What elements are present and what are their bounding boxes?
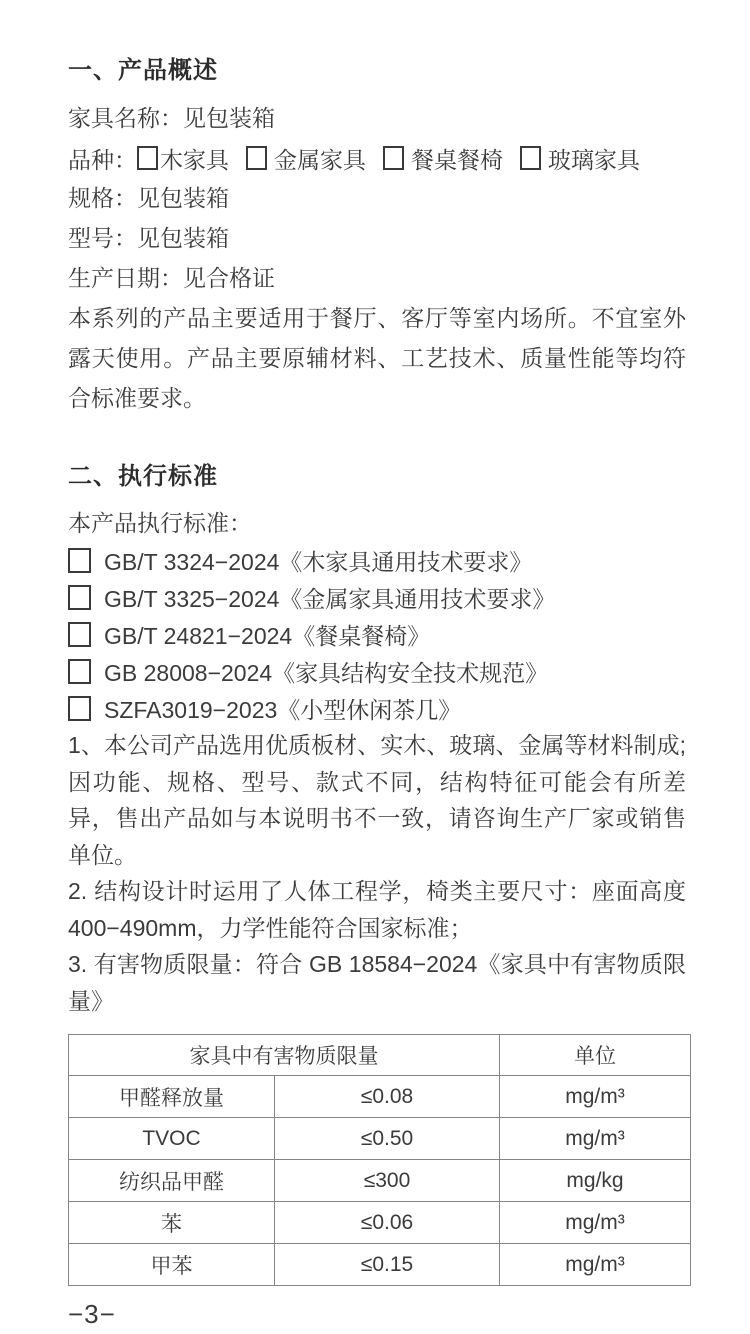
cell-unit: mg/m³ <box>500 1202 691 1244</box>
standard-label: GB/T 24821−2024《餐桌餐椅》 <box>104 623 431 649</box>
table-header-unit: 单位 <box>500 1035 691 1076</box>
section-standards <box>68 462 686 1019</box>
standard-label: SZFA3019−2023《小型休闲茶几》 <box>104 697 462 723</box>
table-row <box>69 1244 691 1286</box>
section-product-overview <box>68 56 686 418</box>
variety-option-label: 餐桌餐椅 <box>411 146 503 173</box>
table-header-row <box>69 1035 691 1076</box>
checkbox-icon <box>68 622 91 647</box>
checkbox-icon <box>68 659 91 684</box>
variety-option-label: 金属家具 <box>274 146 366 173</box>
variety-option-label: 木家具 <box>160 146 229 173</box>
table-row <box>69 1076 691 1118</box>
cell-substance: 甲苯 <box>69 1244 275 1286</box>
checkbox-icon <box>68 696 91 721</box>
standard-label: GB/T 3325−2024《金属家具通用技术要求》 <box>104 586 556 612</box>
checkbox-icon <box>520 146 541 170</box>
standards-intro: 本产品执行标准： <box>68 510 252 536</box>
variety-label: 品种： <box>68 146 137 173</box>
note-hazard-limit: 3. 有害物质限量：符合 GB 18584−2024《家具中有害物质限量》 <box>68 951 686 1014</box>
field-spec: 规格：见包装箱 <box>68 185 229 211</box>
variety-option-dining <box>383 142 503 175</box>
note-materials: 1、本公司产品选用优质板材、实木、玻璃、金属等材料制成;因功能、规格、型号、款式不同，结构特征可能会有所差异，售出产品如与本说明书不一致，请咨询生产厂家或销售单位。 <box>68 732 686 868</box>
standard-item <box>68 616 686 653</box>
standard-label: GB 28008−2024《家具结构安全技术规范》 <box>104 660 549 686</box>
standard-item <box>68 653 686 690</box>
table-row <box>69 1160 691 1202</box>
variety-option-glass <box>520 142 640 175</box>
cell-unit: mg/m³ <box>500 1244 691 1286</box>
variety-row <box>68 138 686 178</box>
cell-substance: 苯 <box>69 1202 275 1244</box>
standard-item <box>68 690 686 727</box>
checkbox-icon <box>68 585 91 610</box>
variety-option-wood <box>137 142 229 175</box>
field-model: 型号：见包装箱 <box>68 225 229 251</box>
checkbox-icon <box>137 146 158 170</box>
overview-paragraph: 本系列的产品主要适用于餐厅、客厅等室内场所。不宜室外露天使用。产品主要原辅材料、工艺技术、质量性能等均符合标准要求。 <box>68 305 686 411</box>
cell-substance: 纺织品甲醛 <box>69 1160 275 1202</box>
standard-item <box>68 542 686 579</box>
cell-substance: TVOC <box>69 1118 275 1160</box>
hazard-limit-table <box>68 1034 691 1286</box>
variety-option-label: 玻璃家具 <box>548 146 640 173</box>
cell-unit: mg/m³ <box>500 1118 691 1160</box>
table-row <box>69 1118 691 1160</box>
checkbox-icon <box>383 146 404 170</box>
section2-title: 二、执行标准 <box>68 463 218 490</box>
section1-title: 一、产品概述 <box>68 57 218 84</box>
cell-limit: ≤300 <box>275 1160 500 1202</box>
table-row <box>69 1202 691 1244</box>
field-furniture-name: 家具名称：见包装箱 <box>68 105 275 131</box>
cell-substance: 甲醛释放量 <box>69 1076 275 1118</box>
cell-limit: ≤0.15 <box>275 1244 500 1286</box>
checkbox-icon <box>68 548 91 573</box>
cell-unit: mg/m³ <box>500 1076 691 1118</box>
table-header-substance: 家具中有害物质限量 <box>69 1035 500 1076</box>
note-ergonomics: 2. 结构设计时运用了人体工程学，椅类主要尺寸：座面高度400−490mm，力学性能符合国家标准； <box>68 878 686 941</box>
variety-option-metal <box>246 142 366 175</box>
cell-unit: mg/kg <box>500 1160 691 1202</box>
standard-label: GB/T 3324−2024《木家具通用技术要求》 <box>104 549 533 575</box>
checkbox-icon <box>246 146 267 170</box>
standard-item <box>68 579 686 616</box>
cell-limit: ≤0.50 <box>275 1118 500 1160</box>
field-production-date: 生产日期：见合格证 <box>68 265 275 291</box>
page-number: −3− <box>68 1299 116 1329</box>
cell-limit: ≤0.06 <box>275 1202 500 1244</box>
cell-limit: ≤0.08 <box>275 1076 500 1118</box>
